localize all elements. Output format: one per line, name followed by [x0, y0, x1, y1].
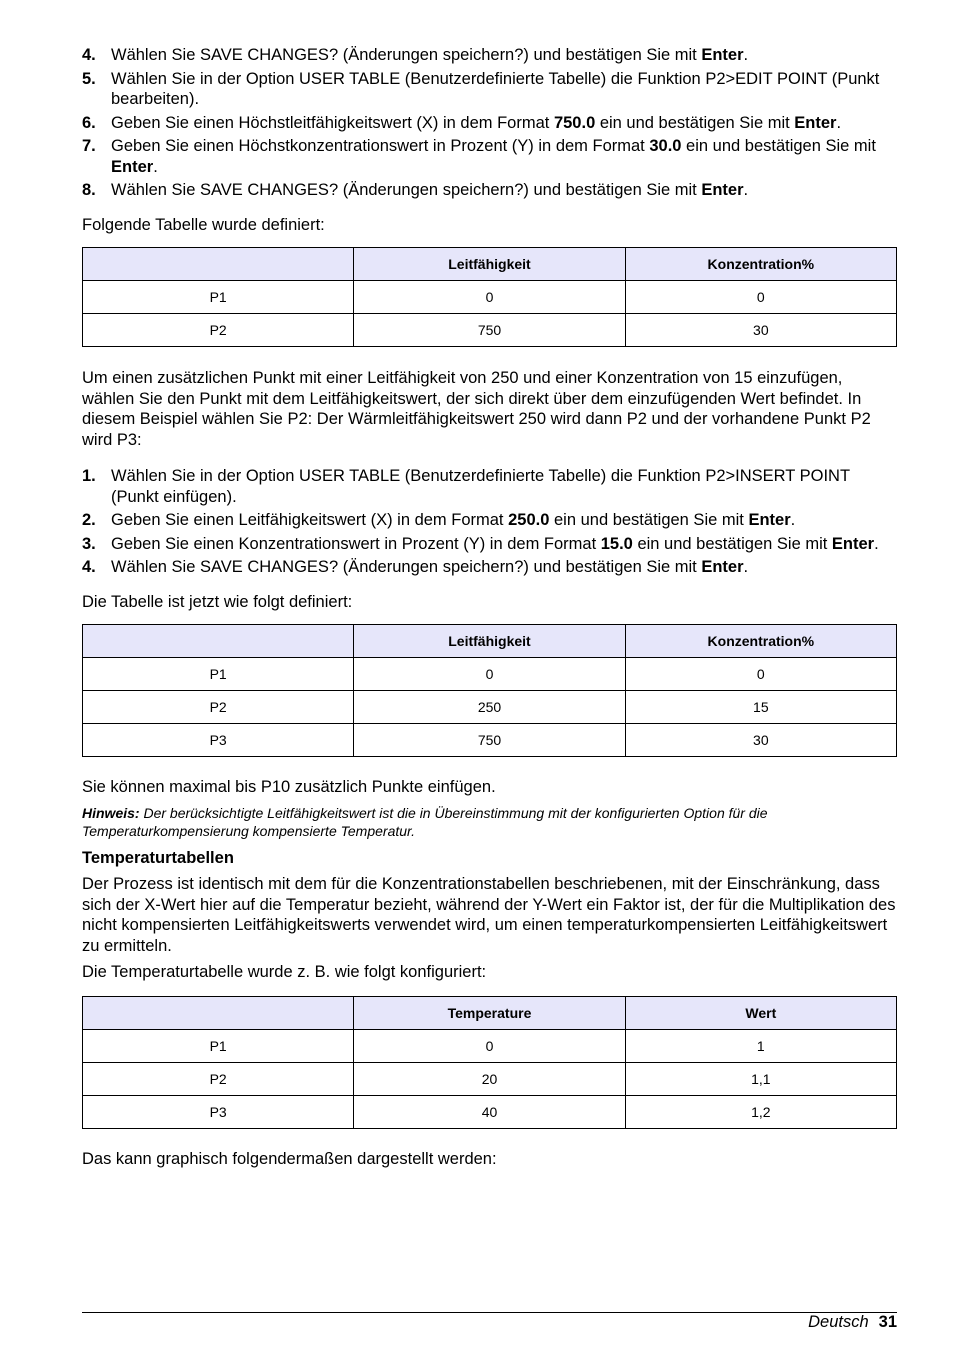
- step-text: .: [743, 181, 749, 199]
- temperature-table: [82, 996, 897, 1129]
- step-text: Geben Sie einen Höchstkonzentrationswert in Prozent (Y) in dem Format: [111, 137, 650, 155]
- table-cell: 1: [625, 1029, 896, 1062]
- graph-intro: Das kann graphisch folgendermaßen dargestellt werden:: [82, 1149, 497, 1168]
- step-number: 8.: [82, 181, 96, 199]
- table-row: [83, 314, 897, 347]
- step-text: Wählen Sie SAVE CHANGES? (Änderungen speichern?) und bestätigen Sie mit: [111, 46, 702, 64]
- table-cell: 20: [354, 1062, 625, 1095]
- table-cell: P1: [83, 281, 354, 314]
- step-item: [82, 69, 897, 110]
- column-header: Temperature: [354, 996, 625, 1029]
- step-emphasis: Enter: [794, 113, 837, 132]
- step-text: Geben Sie einen Höchstleitfähigkeitswert (X) in dem Format: [111, 113, 554, 132]
- step-emphasis: 15.0: [600, 534, 633, 553]
- table-cell: P3: [83, 724, 354, 757]
- table-row: [83, 658, 897, 691]
- page-content: [82, 45, 897, 1169]
- column-header: Leitfähigkeit: [354, 248, 625, 281]
- footer-language: Deutsch: [808, 1313, 869, 1331]
- step-text: ein und bestätigen Sie mit: [681, 137, 876, 155]
- table-header-row: [83, 248, 897, 281]
- column-header: [83, 996, 354, 1029]
- table-cell: P3: [83, 1095, 354, 1128]
- note: [82, 804, 897, 840]
- step-number: 4.: [82, 558, 96, 576]
- table-row: [83, 691, 897, 724]
- step-emphasis: Enter: [701, 181, 744, 199]
- step-text: .: [743, 46, 749, 64]
- step-number: 7.: [82, 137, 96, 155]
- table-cell: 0: [625, 281, 896, 314]
- step-item: [82, 466, 897, 507]
- page-number: 31: [878, 1313, 897, 1331]
- step-text: Wählen Sie in der Option USER TABLE (Benutzerdefinierte Tabelle) die Funktion P2>INSERT POINT (Punkt einfügen).: [111, 467, 850, 506]
- step-emphasis: Enter: [701, 558, 744, 576]
- table-cell: 0: [354, 281, 625, 314]
- step-item: [82, 180, 897, 201]
- footer: [808, 1312, 897, 1332]
- column-header: Konzentration%: [625, 248, 896, 281]
- table-row: [83, 1029, 897, 1062]
- section-heading: Temperaturtabellen: [82, 848, 234, 867]
- step-text: Geben Sie einen Konzentrationswert in Prozent (Y) in dem Format: [111, 534, 601, 553]
- column-header: [83, 248, 354, 281]
- table-cell: P2: [83, 314, 354, 347]
- step-text: ein und bestätigen Sie mit: [595, 113, 795, 132]
- table-cell: P2: [83, 691, 354, 724]
- table-cell: P1: [83, 658, 354, 691]
- column-header: Leitfähigkeit: [354, 625, 625, 658]
- step-number: 2.: [82, 511, 96, 529]
- table-cell: 30: [625, 314, 896, 347]
- step-text: Wählen Sie SAVE CHANGES? (Änderungen speichern?) und bestätigen Sie mit: [111, 558, 702, 576]
- steps-list-edit: [82, 45, 897, 201]
- step-number: 1.: [82, 467, 96, 485]
- table-row: [83, 724, 897, 757]
- step-item: [82, 534, 897, 555]
- step-item: [82, 510, 897, 531]
- table-cell: 40: [354, 1095, 625, 1128]
- step-item: [82, 557, 897, 578]
- step-text: ein und bestätigen Sie mit: [549, 511, 749, 529]
- step-number: 5.: [82, 69, 96, 88]
- step-emphasis: 250.0: [508, 511, 550, 529]
- step-number: 6.: [82, 113, 96, 132]
- steps-list-insert: [82, 466, 897, 578]
- table-cell: 30: [625, 724, 896, 757]
- step-text: .: [153, 157, 158, 176]
- step-emphasis: 30.0: [649, 137, 682, 155]
- footer-rule: [82, 1312, 897, 1313]
- table-cell: 0: [354, 1029, 625, 1062]
- table-cell: 1,1: [625, 1062, 896, 1095]
- note-text: Der berücksichtigte Leitfähigkeitswert ist die in Übereinstimmung mit der konfigurierten Option für die Temperaturkompensierung kompensierte Temperatur.: [82, 804, 768, 839]
- table-header-row: [83, 625, 897, 658]
- step-text: Wählen Sie SAVE CHANGES? (Änderungen speichern?) und bestätigen Sie mit: [111, 181, 702, 199]
- table-cell: 0: [354, 658, 625, 691]
- step-emphasis: 750.0: [553, 113, 596, 132]
- temperature-paragraph: Der Prozess ist identisch mit dem für die Konzentrationstabellen beschriebenen, mit der Einschränkung, dass sich der X-Wert hier auf die Temperatur bezieht, während der Y-Wert ein Faktor ist, der für die Multiplikation des nicht kompensierten Leitfähigkeitswerts verwendet wird, um einen temperaturkompensierten Leitfähigkeitswert zu ermitteln.: [82, 875, 896, 955]
- table-cell: 750: [354, 724, 625, 757]
- max-points-paragraph: Sie können maximal bis P10 zusätzlich Punkte einfügen.: [82, 778, 496, 796]
- step-item: [82, 136, 897, 177]
- table-cell: 0: [625, 658, 896, 691]
- concentration-table-updated: [82, 624, 897, 757]
- column-header: Wert: [625, 996, 896, 1029]
- note-label: Hinweis:: [82, 804, 140, 821]
- step-emphasis: Enter: [111, 157, 154, 176]
- table-row: [83, 1095, 897, 1128]
- table-row: [83, 281, 897, 314]
- table-cell: P1: [83, 1029, 354, 1062]
- table-header-row: [83, 996, 897, 1029]
- table-cell: 1,2: [625, 1095, 896, 1128]
- concentration-table: [82, 247, 897, 347]
- step-number: 3.: [82, 534, 96, 553]
- step-emphasis: Enter: [748, 511, 791, 529]
- step-emphasis: Enter: [831, 534, 875, 553]
- step-item: [82, 113, 897, 134]
- table-cell: 250: [354, 691, 625, 724]
- step-number: 4.: [82, 46, 96, 64]
- step-text: ein und bestätigen Sie mit: [632, 534, 832, 553]
- table-cell: P2: [83, 1062, 354, 1095]
- insert-paragraph: Um einen zusätzlichen Punkt mit einer Leitfähigkeit von 250 und einer Konzentration von 15 einzufügen, wählen Sie den Punkt mit dem Leitfähigkeitswert, der sich direkt über dem einzufügenden Wert befindet. In diesem Beispiel wählen Sie P2: Der Wärmleitfähigkeitswert 250 wird dann P2 und der vorhandene Punkt P2 wird P3:: [82, 369, 871, 449]
- table-cell: 750: [354, 314, 625, 347]
- table1-intro: Folgende Tabelle wurde definiert:: [82, 215, 325, 234]
- step-emphasis: Enter: [701, 46, 744, 64]
- column-header: [83, 625, 354, 658]
- step-text: .: [790, 511, 796, 529]
- table-cell: 15: [625, 691, 896, 724]
- table-row: [83, 1062, 897, 1095]
- step-text: .: [836, 113, 842, 132]
- step-text: .: [743, 558, 749, 576]
- step-text: .: [874, 534, 879, 553]
- step-text: Wählen Sie in der Option USER TABLE (Benutzerdefinierte Tabelle) die Funktion P2>EDIT POINT (Punkt bearbeiten).: [111, 69, 880, 108]
- column-header: Konzentration%: [625, 625, 896, 658]
- table3-intro: Die Temperaturtabelle wurde z. B. wie folgt konfiguriert:: [82, 963, 487, 981]
- step-item: [82, 45, 897, 66]
- table2-intro: Die Tabelle ist jetzt wie folgt definiert:: [82, 592, 353, 611]
- step-text: Geben Sie einen Leitfähigkeitswert (X) in dem Format: [111, 511, 509, 529]
